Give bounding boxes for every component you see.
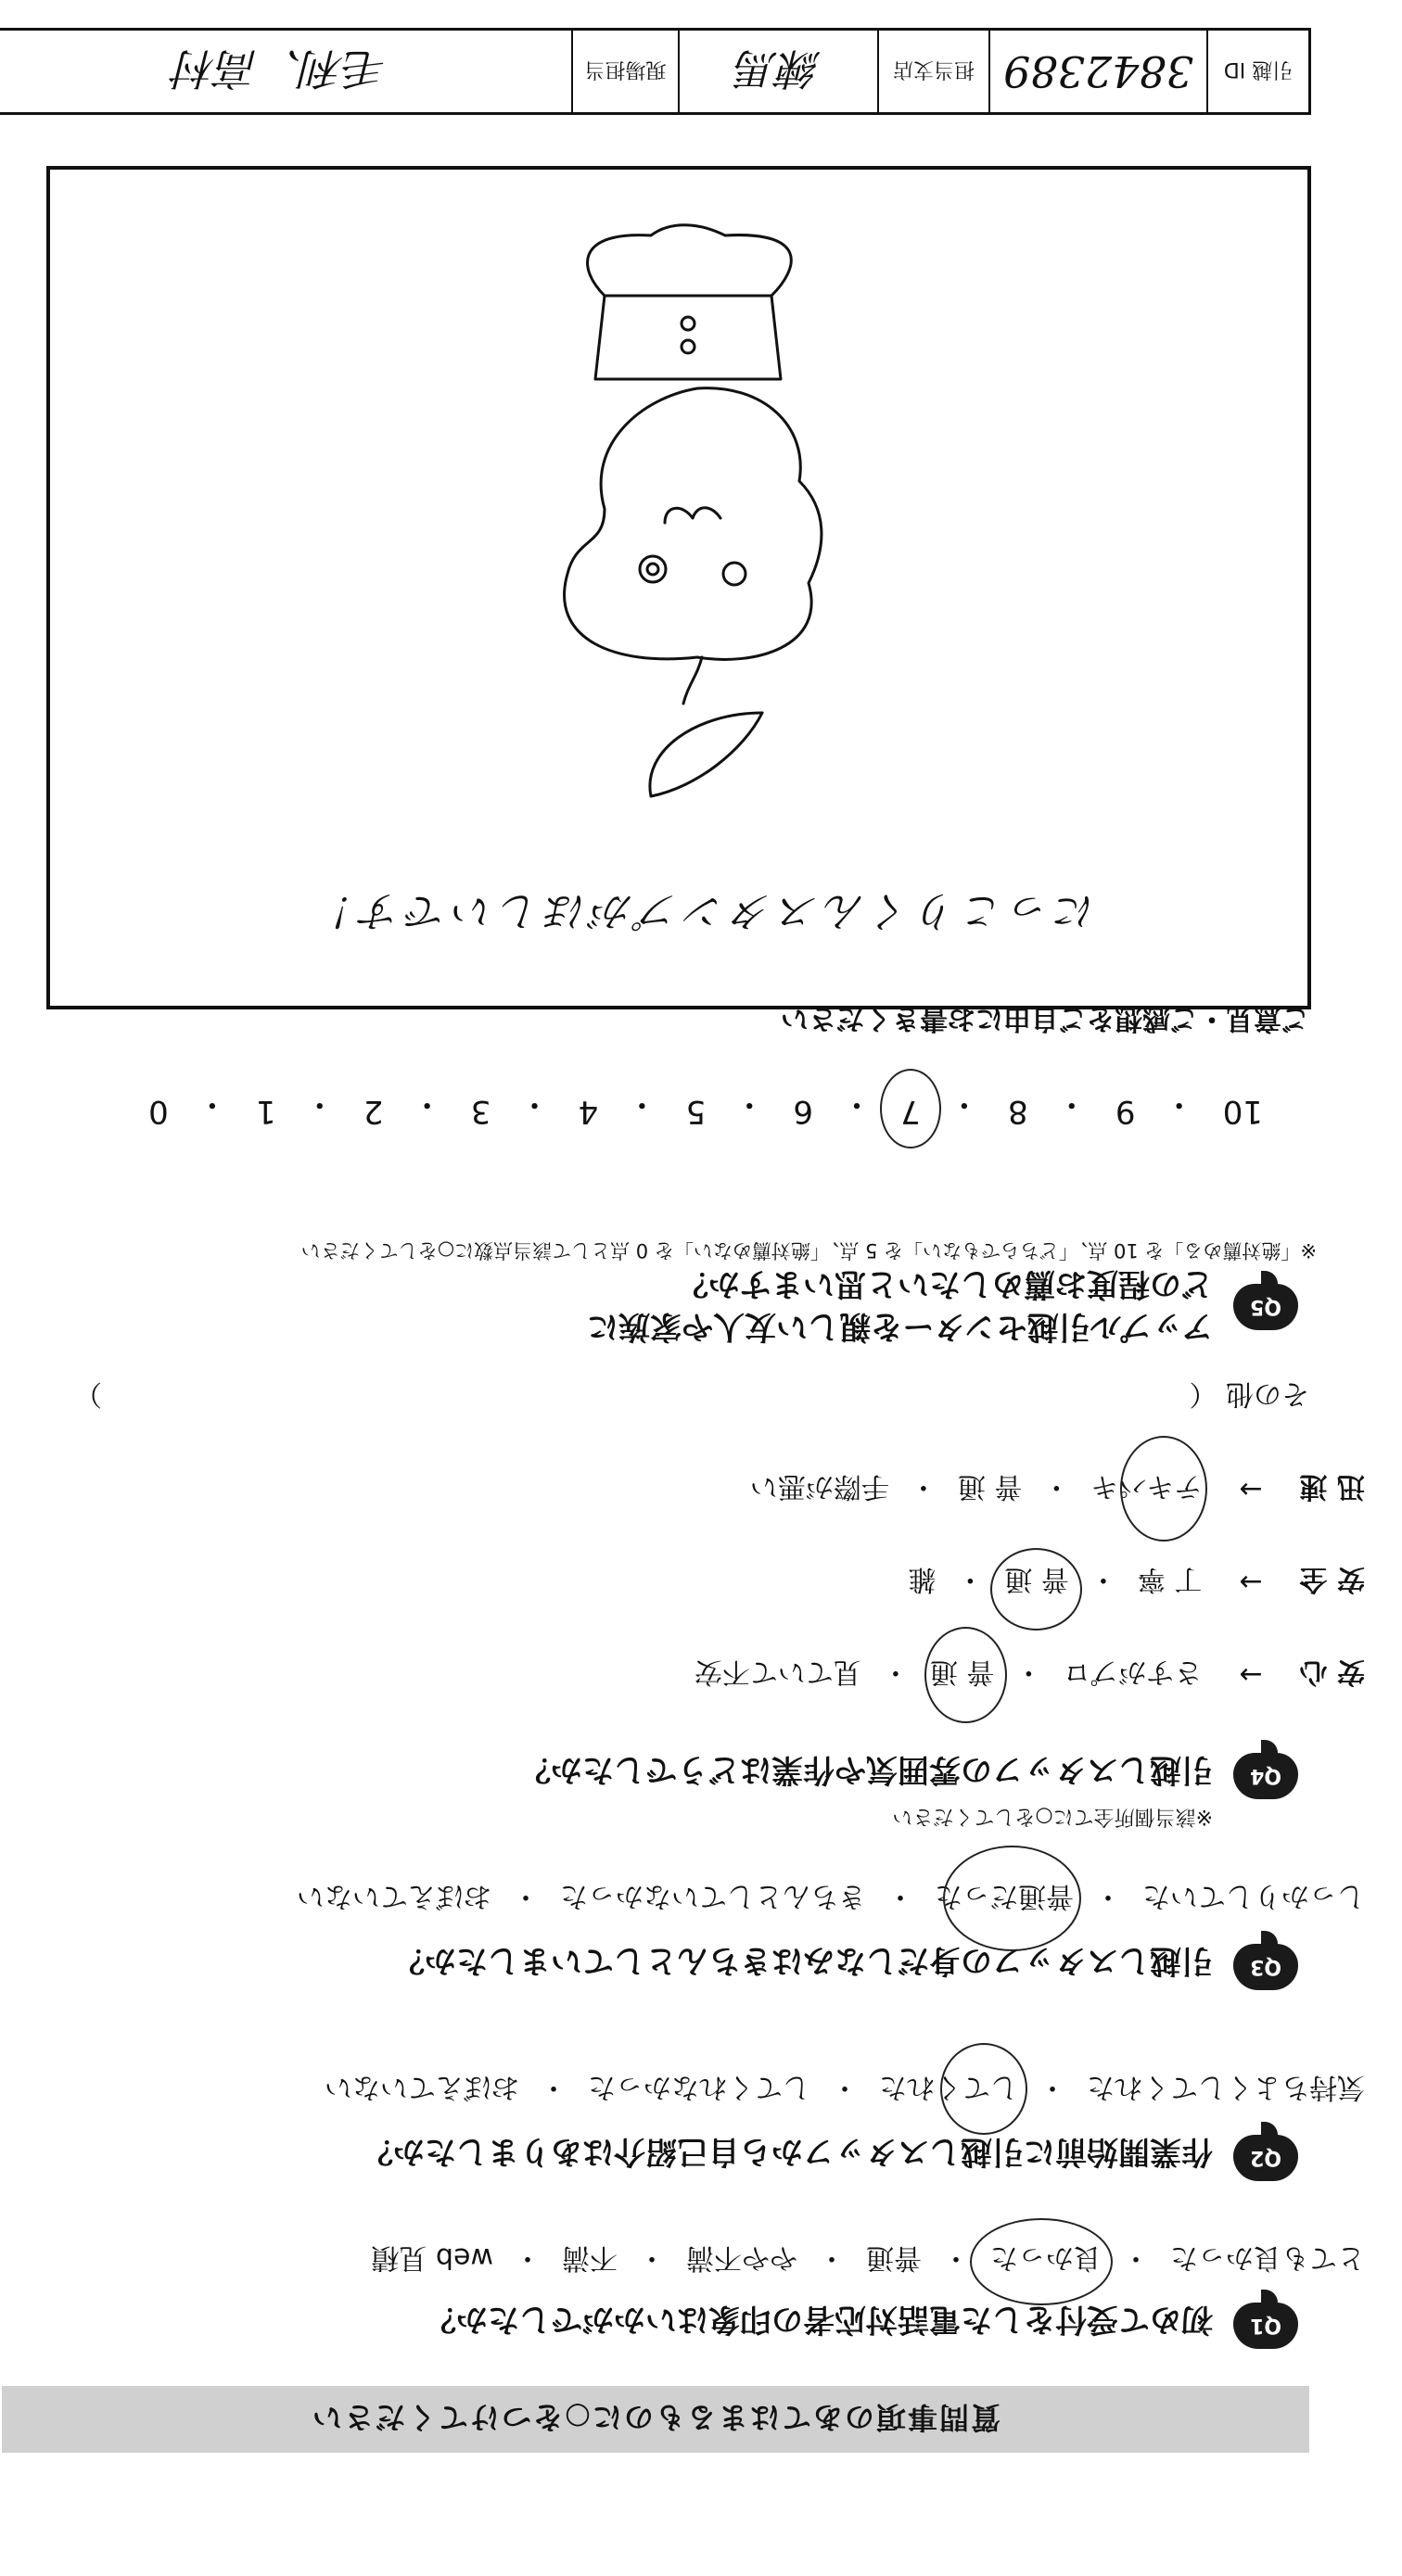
q4-row-label: 安 全: [1299, 1563, 1365, 1595]
q1-option-selected[interactable]: [990, 2240, 1102, 2281]
q3-badge: Q3: [1233, 1944, 1298, 1990]
q1-option[interactable]: 普通: [866, 2241, 922, 2274]
q4-row-anshin: 安 心 → さすがプロ ・ 普 通 ・ 見ていて不安: [37, 1655, 1365, 1695]
q3-text: 引越しスタッフの身だしなみはきちんとしていましたか？: [393, 1942, 1213, 1979]
q4-other-open: （: [1189, 1377, 1217, 1410]
mascot-mouth: [665, 508, 720, 523]
mascot-body: [595, 296, 781, 379]
scale-point[interactable]: 0: [148, 1093, 169, 1130]
q3-option-label: 普通だった: [935, 1880, 1074, 1912]
mascot-button: [682, 317, 695, 330]
q4-option-selected[interactable]: [930, 1655, 995, 1695]
q4-option-label: 普 通: [929, 1656, 995, 1688]
office-table: [0, 28, 1311, 115]
q5-badge: Q5: [1233, 1284, 1298, 1330]
q3-option[interactable]: おぼえていない: [297, 1880, 491, 1912]
q2-text: 作業開始前に引越しスタッフから自己紹介はありましたか？: [362, 2133, 1213, 2170]
q2-option-selected[interactable]: [879, 2070, 1018, 2111]
id-value: 3842389: [988, 31, 1206, 112]
comments-title: ご意見・ご感想をご自由にお書きください: [781, 1002, 1309, 1034]
mascot-eye-right: [640, 556, 666, 582]
scale-point[interactable]: 6: [793, 1093, 813, 1130]
arrow-icon: →: [1239, 1473, 1263, 1506]
q2-option-label: してくれた: [879, 2071, 1018, 2103]
q2-option[interactable]: おぼえていない: [325, 2071, 519, 2103]
q4-option-label: テキパキ: [1090, 1470, 1203, 1503]
selection-circle: [924, 1627, 1007, 1723]
q5-note: ※「絶対薦める」を 10 点、「どちらでもない」を 5 点、「絶対薦めない」を 0 点として該当点数に○をしてください: [300, 1239, 1317, 1262]
q3-option-selected[interactable]: [935, 1879, 1074, 1920]
staff-label: 現場担当: [571, 31, 678, 112]
q4-option[interactable]: 手際が悪い: [749, 1470, 889, 1503]
selection-circle: [943, 1846, 1081, 1951]
q4-text: 引越しスタッフの雰囲気や作業はどうでしたか？: [519, 1751, 1213, 1788]
q3-option[interactable]: きちんとしていなかった: [560, 1880, 866, 1912]
branch-value: 練馬: [678, 31, 877, 112]
q1-text: 初めて受付をした電話対応者の印象はいかがでしたか？: [425, 2301, 1213, 2338]
q4-option[interactable]: 雑: [908, 1563, 937, 1595]
q4-option-selected[interactable]: [1090, 1469, 1202, 1510]
mascot-face: [565, 388, 822, 660]
q4-other-close: ）: [74, 1377, 102, 1410]
q1-option[interactable]: とても良かった: [1170, 2241, 1365, 2274]
scale-point[interactable]: 8: [1008, 1093, 1028, 1130]
mascot-button: [682, 340, 695, 353]
scale-point[interactable]: 2: [363, 1093, 384, 1130]
q4-option[interactable]: 普 通: [957, 1470, 1023, 1503]
q4-row-label: 安 心: [1299, 1656, 1365, 1688]
q2-option[interactable]: 気持ちよくしてくれた: [1087, 2071, 1365, 2103]
scale-point-label: 7: [900, 1093, 921, 1130]
scale-point[interactable]: 9: [1115, 1093, 1136, 1130]
q4-row-jinsoku: 迅 速 → テキパキ ・ 普 通 ・ 手際が悪い: [37, 1469, 1365, 1510]
q4-badge: Q4: [1233, 1753, 1298, 1799]
q4-row-label: 迅 速: [1299, 1470, 1365, 1503]
mascot-drawing: [493, 212, 883, 815]
question-4: [93, 1697, 1298, 1828]
id-label: 引越 ID: [1206, 31, 1308, 112]
q4-option[interactable]: 丁 寧: [1137, 1563, 1203, 1595]
q3-options: しっかりしていた ・ 普通だった ・ きちんとしていなかった ・ おぼえていない: [37, 1879, 1365, 1920]
scale-point[interactable]: 10: [1222, 1093, 1263, 1130]
scale-point[interactable]: 5: [685, 1093, 707, 1130]
q4-other: [74, 1377, 1309, 1417]
scale-point[interactable]: 3: [470, 1093, 491, 1130]
staff-value: 毛利、高村: [173, 44, 388, 94]
q4-option-label: 普 通: [1004, 1563, 1069, 1595]
q2-badge: Q2: [1233, 2135, 1298, 2181]
q1-option[interactable]: 不満: [562, 2241, 618, 2274]
scale-point[interactable]: 1: [256, 1093, 276, 1130]
handwritten-comment: にっこりくんスタンプがほしいです！: [308, 887, 1096, 934]
q4-note: ※該当個所全てに○をしてください: [892, 1805, 1213, 1828]
q2-option[interactable]: してくれなかった: [588, 2071, 810, 2103]
question-5: [93, 1204, 1317, 1345]
q4-row-anzen: 安 全 → 丁 寧 ・ 普 通 ・ 雑: [37, 1562, 1365, 1603]
q5-text-line2: どの程度お薦めしたいと思いますか？: [677, 1265, 1213, 1302]
instruction-banner: 質問事項のあてはまるものに○をつけてください: [2, 2386, 1309, 2453]
selection-circle: [940, 2043, 1027, 2135]
selection-circle: [990, 1548, 1082, 1631]
arrow-icon: →: [1239, 1566, 1263, 1599]
q5-text-line1: アップル引越センターを親しい友人や家族に: [587, 1308, 1213, 1345]
selection-circle: [1120, 1436, 1207, 1542]
q1-options: とても良かった ・ 良かった ・ 普通 ・ やや不満 ・ 不満 ・ web 見積: [37, 2240, 1365, 2281]
mascot-eye-left: [723, 563, 746, 585]
scale-point-selected[interactable]: [900, 1085, 921, 1130]
arrow-icon: →: [1239, 1658, 1263, 1692]
q4-option[interactable]: さすがプロ: [1063, 1656, 1203, 1688]
q1-option-label: 良かった: [990, 2241, 1102, 2274]
q4-other-label: その他: [1226, 1377, 1309, 1410]
selection-circle: [970, 2218, 1113, 2305]
q1-badge: Q1: [1233, 2303, 1298, 2349]
selection-circle: [880, 1069, 941, 1148]
mascot-feet: [588, 225, 792, 296]
scale-point[interactable]: 4: [578, 1093, 599, 1130]
mascot-leaf: [651, 713, 762, 796]
mascot-stem: [683, 657, 702, 704]
q1-option[interactable]: やや不満: [686, 2241, 797, 2274]
q4-option[interactable]: 見ていて不安: [694, 1656, 861, 1688]
q4-option-selected[interactable]: [1004, 1562, 1069, 1603]
q2-options: 気持ちよくしてくれた ・ してくれた ・ してくれなかった ・ おぼえていない: [37, 2070, 1365, 2111]
branch-label: 担当支店: [877, 31, 988, 112]
q5-scale: 10 ・ 9 ・ 8 ・ 7 ・ 6 ・ 5 ・ 4 ・ 3 ・ 2 ・ 1 ・ 0: [148, 1085, 1263, 1130]
q1-option[interactable]: web 見積: [371, 2241, 493, 2274]
q3-option[interactable]: しっかりしていた: [1142, 1880, 1365, 1912]
